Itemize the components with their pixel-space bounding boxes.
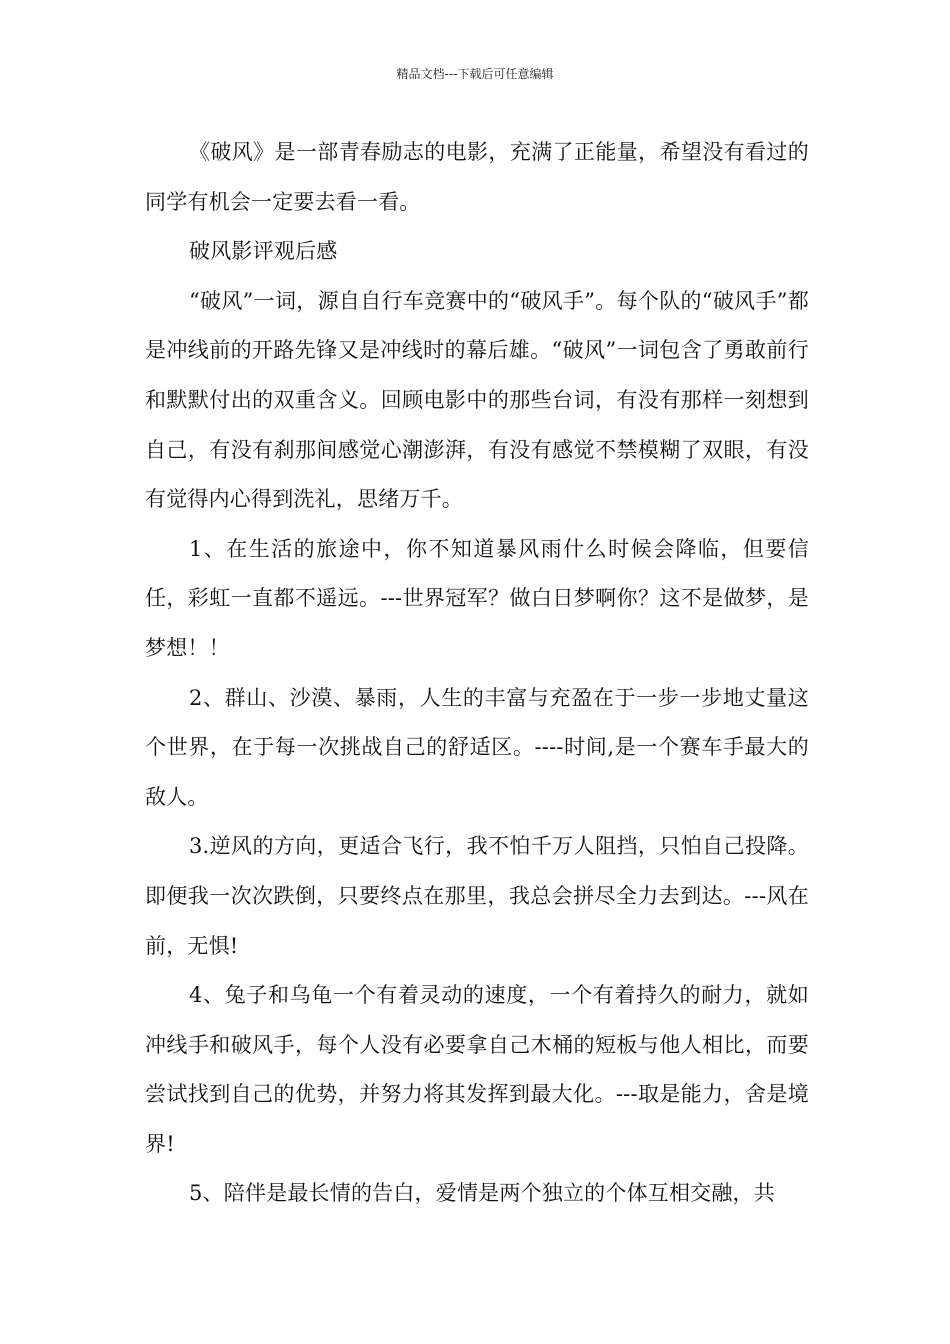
paragraph-quote-5: 5、陪伴是最长情的告白，爱情是两个独立的个体互相交融，共 [189, 1181, 775, 1206]
paragraph-quote-4: 4、兔子和乌龟一个有着灵动的速度，一个有着持久的耐力，就如冲线手和破风手，每个人没有必要拿自己木桶的短板与他人相比，而要尝试找到自己的优势，并努力将其发挥到最大化。---取是能力，舍是境界! [145, 983, 809, 1156]
document-body [145, 128, 809, 1219]
paragraph-quote-3: 3.逆风的方向，更适合飞行，我不怕千万人阻挡，只怕自己投降。即便我一次次跌倒，只要终点在那里，我总会拼尽全力去到达。---风在前，无惧! [145, 834, 809, 958]
paragraph-quote-2: 2、群山、沙漠、暴雨，人生的丰富与充盈在于一步一步地丈量这个世界，在于每一次挑战自己的舒适区。----时间,是一个赛车手最大的敌人。 [145, 685, 809, 809]
paragraph-heading: 破风影评观后感 [189, 239, 338, 264]
paragraph-quote-1: 1、在生活的旅途中，你不知道暴风雨什么时候会降临，但要信任，彩虹一直都不遥远。---世界冠军？做白日梦啊你？这不是做梦，是梦想！！ [145, 536, 809, 660]
page-header: 精品文档---下载后可任意编辑 [396, 67, 554, 81]
paragraph-definition: “破风”一词，源自自行车竞赛中的“破风手”。每个队的“破风手”都是冲线前的开路先锋又是冲线时的幕后雄。“破风”一词包含了勇敢前行和默默付出的双重含义。回顾电影中的那些台词，有没有那样一刻想到自己，有没有刹那间感觉心潮澎湃，有没有感觉不禁模糊了双眼，有没有觉得内心得到洗礼，思绪万千。 [145, 288, 809, 512]
paragraph-intro: 《破风》是一部青春励志的电影，充满了正能量，希望没有看过的同学有机会一定要去看一看。 [145, 140, 809, 214]
